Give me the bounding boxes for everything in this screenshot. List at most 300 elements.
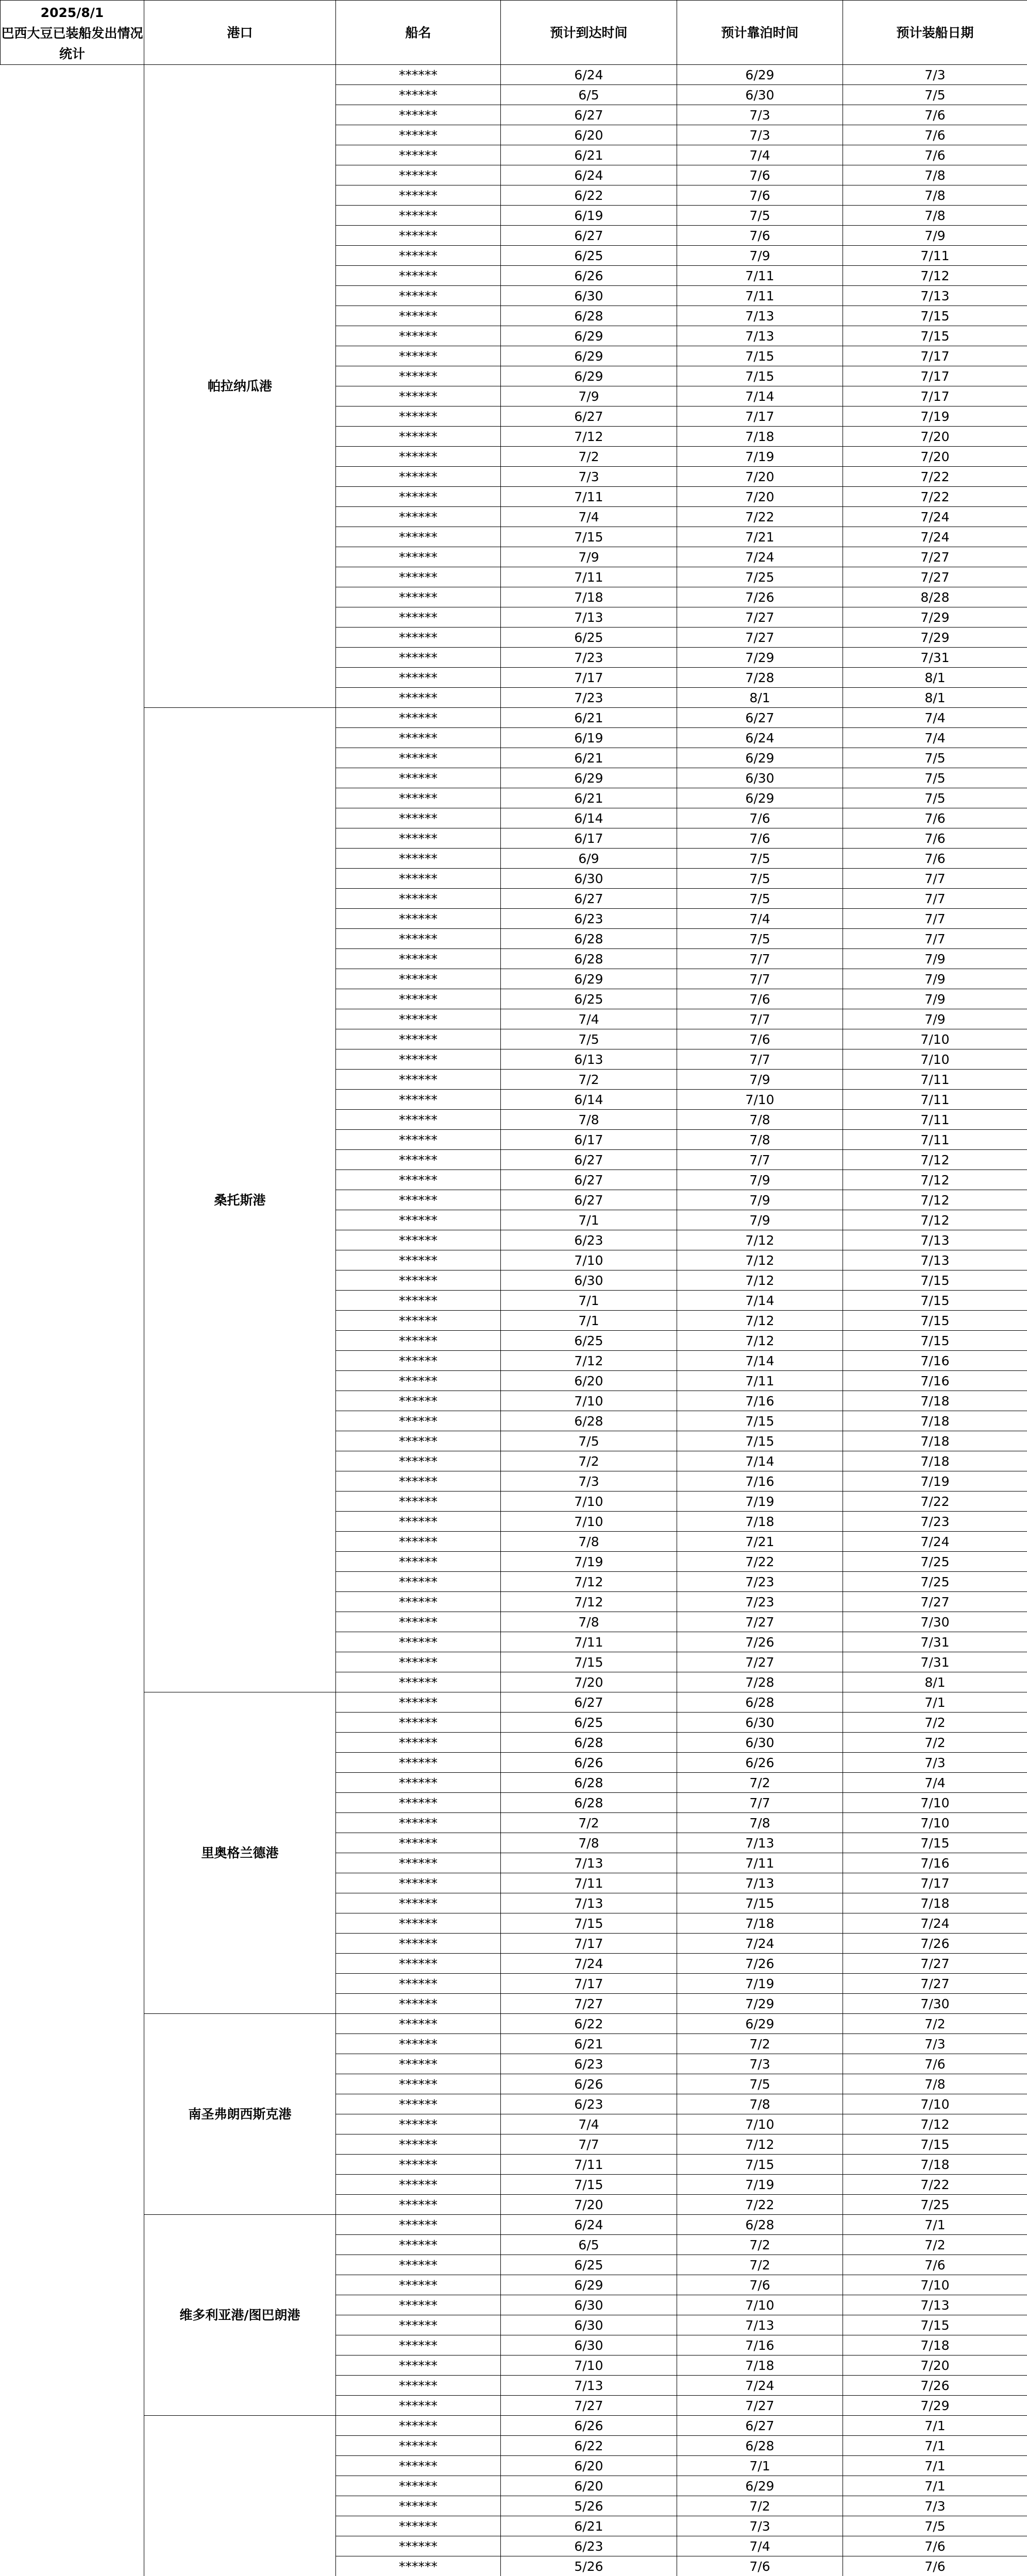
eta-cell: 7/10 xyxy=(501,1512,677,1532)
etb-cell: 7/4 xyxy=(677,909,843,929)
eta-cell: 6/25 xyxy=(501,628,677,648)
eta-cell: 7/4 xyxy=(501,1009,677,1029)
etb-cell: 7/11 xyxy=(677,266,843,286)
eta-cell: 6/30 xyxy=(501,869,677,889)
header-row xyxy=(1,1,1027,65)
etb-cell: 7/7 xyxy=(677,1049,843,1070)
eta-cell: 6/28 xyxy=(501,929,677,949)
ship-name-cell: ****** xyxy=(336,688,501,708)
etb-cell: 7/13 xyxy=(677,1833,843,1853)
eta-cell: 7/8 xyxy=(501,1612,677,1632)
etb-cell: 7/19 xyxy=(677,2175,843,2195)
etb-cell: 7/23 xyxy=(677,1572,843,1592)
etl-cell: 7/25 xyxy=(843,1572,1027,1592)
etb-cell: 6/30 xyxy=(677,1713,843,1733)
etl-cell: 7/6 xyxy=(843,2536,1027,2556)
ship-name-cell: ****** xyxy=(336,2456,501,2476)
eta-cell: 7/15 xyxy=(501,1913,677,1934)
eta-cell: 6/26 xyxy=(501,266,677,286)
etb-cell: 7/2 xyxy=(677,2255,843,2275)
etl-cell: 7/6 xyxy=(843,828,1027,849)
eta-cell: 7/11 xyxy=(501,567,677,587)
etl-cell: 7/2 xyxy=(843,2014,1027,2034)
eta-cell: 6/22 xyxy=(501,185,677,206)
etb-cell: 7/6 xyxy=(677,828,843,849)
ship-name-cell: ****** xyxy=(336,2255,501,2275)
eta-cell: 6/21 xyxy=(501,748,677,768)
etl-cell: 7/12 xyxy=(843,1190,1027,1210)
ship-name-cell: ****** xyxy=(336,2556,501,2576)
eta-cell: 7/17 xyxy=(501,1974,677,1994)
eta-cell: 7/1 xyxy=(501,1291,677,1311)
ship-name-cell: ****** xyxy=(336,949,501,969)
etb-cell: 7/26 xyxy=(677,587,843,607)
ship-name-cell: ****** xyxy=(336,1190,501,1210)
etb-cell: 7/18 xyxy=(677,1512,843,1532)
eta-cell: 5/26 xyxy=(501,2556,677,2576)
eta-cell: 6/28 xyxy=(501,1773,677,1793)
etb-cell: 6/29 xyxy=(677,748,843,768)
ship-name-cell: ****** xyxy=(336,1954,501,1974)
etb-cell: 7/4 xyxy=(677,145,843,165)
table-row xyxy=(1,2416,1027,2436)
etl-cell: 7/2 xyxy=(843,2235,1027,2255)
etl-cell: 7/8 xyxy=(843,165,1027,185)
eta-cell: 6/27 xyxy=(501,1150,677,1170)
ship-name-cell: ****** xyxy=(336,1070,501,1090)
etb-cell: 6/28 xyxy=(677,2436,843,2456)
etb-cell: 6/27 xyxy=(677,2416,843,2436)
ship-name-cell: ****** xyxy=(336,366,501,386)
etl-cell: 7/6 xyxy=(843,808,1027,828)
eta-cell: 7/4 xyxy=(501,507,677,527)
ship-name-cell: ****** xyxy=(336,2496,501,2516)
etl-cell: 7/15 xyxy=(843,2315,1027,2335)
etl-cell: 7/25 xyxy=(843,1552,1027,1572)
ship-name-cell: ****** xyxy=(336,427,501,447)
etl-cell: 7/6 xyxy=(843,105,1027,125)
etl-cell: 7/2 xyxy=(843,1713,1027,1733)
eta-cell: 7/23 xyxy=(501,688,677,708)
etl-cell: 7/31 xyxy=(843,1632,1027,1652)
eta-cell: 7/20 xyxy=(501,1672,677,1692)
ship-name-cell: ****** xyxy=(336,386,501,406)
ship-name-cell: ****** xyxy=(336,1170,501,1190)
etb-cell: 7/9 xyxy=(677,1210,843,1230)
etl-cell: 7/19 xyxy=(843,406,1027,427)
eta-cell: 7/10 xyxy=(501,1250,677,1270)
eta-cell: 7/4 xyxy=(501,2114,677,2134)
eta-cell: 6/27 xyxy=(501,889,677,909)
ship-name-cell: ****** xyxy=(336,165,501,185)
ship-name-cell: ****** xyxy=(336,1773,501,1793)
ship-name-cell: ****** xyxy=(336,567,501,587)
table-body xyxy=(1,65,1027,2576)
etb-cell: 7/15 xyxy=(677,1893,843,1913)
ship-name-cell: ****** xyxy=(336,1913,501,1934)
etb-cell: 6/29 xyxy=(677,788,843,808)
ship-name-cell: ****** xyxy=(336,1009,501,1029)
eta-cell: 6/20 xyxy=(501,2456,677,2476)
etl-cell: 7/17 xyxy=(843,386,1027,406)
etl-cell: 7/1 xyxy=(843,1692,1027,1713)
eta-cell: 7/13 xyxy=(501,1893,677,1913)
etl-cell: 7/9 xyxy=(843,1009,1027,1029)
etl-cell: 7/27 xyxy=(843,1592,1027,1612)
eta-cell: 6/24 xyxy=(501,2215,677,2235)
eta-cell: 6/22 xyxy=(501,2436,677,2456)
etl-cell: 7/18 xyxy=(843,1893,1027,1913)
eta-cell: 7/1 xyxy=(501,1210,677,1230)
ship-name-cell: ****** xyxy=(336,2155,501,2175)
eta-cell: 7/17 xyxy=(501,1934,677,1954)
eta-cell: 7/10 xyxy=(501,2355,677,2376)
etb-cell: 7/19 xyxy=(677,1974,843,1994)
etl-cell: 7/29 xyxy=(843,2396,1027,2416)
etl-cell: 7/15 xyxy=(843,1270,1027,1291)
ship-name-cell: ****** xyxy=(336,587,501,607)
etl-cell: 7/10 xyxy=(843,1049,1027,1070)
ship-name-cell: ****** xyxy=(336,2396,501,2416)
etb-cell: 7/5 xyxy=(677,929,843,949)
ship-name-cell: ****** xyxy=(336,1391,501,1411)
etb-cell: 7/14 xyxy=(677,1451,843,1471)
etl-cell: 7/22 xyxy=(843,467,1027,487)
eta-cell: 6/26 xyxy=(501,2074,677,2094)
etb-cell: 7/6 xyxy=(677,2556,843,2576)
ship-name-cell: ****** xyxy=(336,206,501,226)
ship-name-cell: ****** xyxy=(336,989,501,1009)
etl-cell: 7/16 xyxy=(843,1351,1027,1371)
table-row xyxy=(1,2215,1027,2235)
etl-cell: 7/6 xyxy=(843,2054,1027,2074)
ship-name-cell: ****** xyxy=(336,2355,501,2376)
ship-name-cell: ****** xyxy=(336,447,501,467)
ship-name-cell: ****** xyxy=(336,1049,501,1070)
etb-cell: 7/17 xyxy=(677,406,843,427)
ship-name-cell: ****** xyxy=(336,1733,501,1753)
etl-cell: 7/22 xyxy=(843,2175,1027,2195)
etl-cell: 7/15 xyxy=(843,326,1027,346)
eta-cell: 6/23 xyxy=(501,909,677,929)
report-date: 2025/8/1 xyxy=(40,5,104,20)
etb-cell: 7/18 xyxy=(677,427,843,447)
eta-cell: 6/28 xyxy=(501,306,677,326)
eta-cell: 7/11 xyxy=(501,487,677,507)
eta-cell: 6/21 xyxy=(501,788,677,808)
eta-cell: 6/21 xyxy=(501,708,677,728)
etb-cell: 7/5 xyxy=(677,869,843,889)
ship-name-cell: ****** xyxy=(336,788,501,808)
etl-cell: 8/1 xyxy=(843,688,1027,708)
etb-cell: 7/2 xyxy=(677,2496,843,2516)
etb-cell: 7/23 xyxy=(677,1592,843,1612)
etl-cell: 7/12 xyxy=(843,2114,1027,2134)
eta-cell: 7/9 xyxy=(501,386,677,406)
etb-cell: 7/16 xyxy=(677,1391,843,1411)
eta-cell: 7/2 xyxy=(501,447,677,467)
etb-cell: 7/5 xyxy=(677,2074,843,2094)
eta-cell: 6/25 xyxy=(501,1331,677,1351)
etl-cell: 7/18 xyxy=(843,1411,1027,1431)
eta-cell: 6/5 xyxy=(501,85,677,105)
ship-name-cell: ****** xyxy=(336,708,501,728)
etb-cell: 7/20 xyxy=(677,487,843,507)
ship-name-cell: ****** xyxy=(336,768,501,788)
eta-cell: 6/21 xyxy=(501,145,677,165)
eta-cell: 6/30 xyxy=(501,2315,677,2335)
etl-cell: 7/30 xyxy=(843,1994,1027,2014)
etb-cell: 7/22 xyxy=(677,1552,843,1572)
ship-name-cell: ****** xyxy=(336,1250,501,1270)
etl-cell: 7/18 xyxy=(843,1391,1027,1411)
etl-cell: 7/17 xyxy=(843,346,1027,366)
etl-cell: 7/4 xyxy=(843,1773,1027,1793)
ship-name-cell: ****** xyxy=(336,889,501,909)
eta-cell: 6/26 xyxy=(501,2416,677,2436)
etl-cell: 7/15 xyxy=(843,1311,1027,1331)
etl-cell: 7/25 xyxy=(843,2195,1027,2215)
eta-cell: 6/19 xyxy=(501,728,677,748)
ship-name-cell: ****** xyxy=(336,1753,501,1773)
etl-cell: 7/26 xyxy=(843,2376,1027,2396)
ship-name-cell: ****** xyxy=(336,346,501,366)
etb-cell: 7/13 xyxy=(677,326,843,346)
table-row xyxy=(1,65,1027,85)
eta-cell: 7/5 xyxy=(501,1431,677,1451)
eta-cell: 7/8 xyxy=(501,1110,677,1130)
etb-cell: 7/7 xyxy=(677,1793,843,1813)
ship-name-cell: ****** xyxy=(336,648,501,668)
etl-cell: 7/9 xyxy=(843,226,1027,246)
etl-cell: 7/24 xyxy=(843,1532,1027,1552)
ship-name-cell: ****** xyxy=(336,1230,501,1250)
etb-cell: 8/1 xyxy=(677,688,843,708)
eta-cell: 6/9 xyxy=(501,849,677,869)
eta-cell: 6/20 xyxy=(501,2476,677,2496)
etl-cell: 7/10 xyxy=(843,1793,1027,1813)
eta-cell: 6/14 xyxy=(501,808,677,828)
eta-cell: 6/27 xyxy=(501,1170,677,1190)
etl-cell: 7/17 xyxy=(843,1873,1027,1893)
ship-name-cell: ****** xyxy=(336,1090,501,1110)
etb-cell: 6/29 xyxy=(677,2476,843,2496)
etl-cell: 7/5 xyxy=(843,2516,1027,2536)
etl-cell: 7/16 xyxy=(843,1853,1027,1873)
ship-name-cell: ****** xyxy=(336,1612,501,1632)
ship-name-cell: ****** xyxy=(336,145,501,165)
ship-name-cell: ****** xyxy=(336,2376,501,2396)
eta-cell: 6/29 xyxy=(501,326,677,346)
etl-cell: 7/2 xyxy=(843,1733,1027,1753)
etb-cell: 7/3 xyxy=(677,2054,843,2074)
ship-name-cell: ****** xyxy=(336,1632,501,1652)
eta-cell: 7/5 xyxy=(501,1029,677,1049)
eta-cell: 6/28 xyxy=(501,1793,677,1813)
ship-name-cell: ****** xyxy=(336,849,501,869)
ship-name-cell: ****** xyxy=(336,2335,501,2355)
etb-cell: 6/29 xyxy=(677,2014,843,2034)
eta-cell: 6/23 xyxy=(501,2094,677,2114)
ship-name-cell: ****** xyxy=(336,668,501,688)
ship-name-cell: ****** xyxy=(336,1331,501,1351)
eta-cell: 6/23 xyxy=(501,2536,677,2556)
report-subtitle: 巴西大豆已装船发出情况统计 xyxy=(1,26,143,61)
ship-name-cell: ****** xyxy=(336,85,501,105)
ship-name-cell: ****** xyxy=(336,286,501,306)
ship-name-cell: ****** xyxy=(336,2476,501,2496)
eta-cell: 7/19 xyxy=(501,1552,677,1572)
etl-cell: 7/5 xyxy=(843,788,1027,808)
eta-cell: 7/15 xyxy=(501,1652,677,1672)
etl-cell: 7/8 xyxy=(843,206,1027,226)
col-header-etb: 预计靠泊时间 xyxy=(677,1,843,65)
ship-name-cell: ****** xyxy=(336,1893,501,1913)
etl-cell: 7/26 xyxy=(843,1934,1027,1954)
eta-cell: 6/17 xyxy=(501,828,677,849)
etb-cell: 7/7 xyxy=(677,969,843,989)
etl-cell: 7/11 xyxy=(843,1090,1027,1110)
ship-name-cell: ****** xyxy=(336,1994,501,2014)
etl-cell: 7/15 xyxy=(843,1331,1027,1351)
etb-cell: 7/8 xyxy=(677,1130,843,1150)
ship-name-cell: ****** xyxy=(336,2014,501,2034)
etl-cell: 7/1 xyxy=(843,2215,1027,2235)
eta-cell: 6/5 xyxy=(501,2235,677,2255)
eta-cell: 6/30 xyxy=(501,1270,677,1291)
eta-cell: 7/8 xyxy=(501,1532,677,1552)
etb-cell: 7/1 xyxy=(677,2456,843,2476)
eta-cell: 6/22 xyxy=(501,2014,677,2034)
eta-cell: 6/24 xyxy=(501,65,677,85)
ship-name-cell: ****** xyxy=(336,2034,501,2054)
ship-name-cell: ****** xyxy=(336,1351,501,1371)
etb-cell: 7/19 xyxy=(677,1492,843,1512)
etb-cell: 6/28 xyxy=(677,2215,843,2235)
etb-cell: 7/5 xyxy=(677,889,843,909)
etb-cell: 7/7 xyxy=(677,949,843,969)
etl-cell: 7/22 xyxy=(843,487,1027,507)
etl-cell: 7/5 xyxy=(843,85,1027,105)
etb-cell: 7/6 xyxy=(677,989,843,1009)
eta-cell: 6/21 xyxy=(501,2516,677,2536)
ship-name-cell: ****** xyxy=(336,828,501,849)
etl-cell: 7/10 xyxy=(843,1029,1027,1049)
eta-cell: 6/23 xyxy=(501,2054,677,2074)
etb-cell: 7/13 xyxy=(677,1873,843,1893)
eta-cell: 7/11 xyxy=(501,2155,677,2175)
eta-cell: 6/20 xyxy=(501,125,677,145)
etb-cell: 7/2 xyxy=(677,2034,843,2054)
etl-cell: 7/31 xyxy=(843,1652,1027,1672)
ship-name-cell: ****** xyxy=(336,1713,501,1733)
ship-name-cell: ****** xyxy=(336,1029,501,1049)
eta-cell: 7/18 xyxy=(501,587,677,607)
etl-cell: 7/29 xyxy=(843,607,1027,628)
etb-cell: 7/9 xyxy=(677,1170,843,1190)
etl-cell: 7/7 xyxy=(843,869,1027,889)
etb-cell: 7/6 xyxy=(677,2275,843,2295)
etl-cell: 7/6 xyxy=(843,2255,1027,2275)
eta-cell: 7/2 xyxy=(501,1451,677,1471)
ship-name-cell: ****** xyxy=(336,65,501,85)
etb-cell: 7/28 xyxy=(677,1672,843,1692)
etb-cell: 7/29 xyxy=(677,1994,843,2014)
eta-cell: 6/29 xyxy=(501,346,677,366)
etb-cell: 7/12 xyxy=(677,2134,843,2155)
ship-name-cell: ****** xyxy=(336,2175,501,2195)
etb-cell: 7/12 xyxy=(677,1311,843,1331)
etl-cell: 7/13 xyxy=(843,1250,1027,1270)
etl-cell: 7/8 xyxy=(843,2074,1027,2094)
ship-name-cell: ****** xyxy=(336,1492,501,1512)
eta-cell: 7/13 xyxy=(501,2376,677,2396)
ship-name-cell: ****** xyxy=(336,607,501,628)
etb-cell: 7/5 xyxy=(677,849,843,869)
etl-cell: 7/12 xyxy=(843,1210,1027,1230)
eta-cell: 6/13 xyxy=(501,1049,677,1070)
etb-cell: 7/22 xyxy=(677,2195,843,2215)
etb-cell: 7/20 xyxy=(677,467,843,487)
etl-cell: 7/18 xyxy=(843,2155,1027,2175)
eta-cell: 6/29 xyxy=(501,768,677,788)
ship-name-cell: ****** xyxy=(336,1652,501,1672)
etl-cell: 7/6 xyxy=(843,145,1027,165)
ship-name-cell: ****** xyxy=(336,1793,501,1813)
eta-cell: 7/1 xyxy=(501,1311,677,1331)
etl-cell: 7/1 xyxy=(843,2436,1027,2456)
etb-cell: 7/16 xyxy=(677,1471,843,1492)
ship-name-cell: ****** xyxy=(336,1371,501,1391)
etl-cell: 7/29 xyxy=(843,628,1027,648)
eta-cell: 7/12 xyxy=(501,427,677,447)
etl-cell: 7/15 xyxy=(843,2134,1027,2155)
port-name-cell: 里奥格兰德港 xyxy=(144,1692,336,2014)
eta-cell: 7/23 xyxy=(501,648,677,668)
etl-cell: 7/18 xyxy=(843,1451,1027,1471)
etb-cell: 7/26 xyxy=(677,1632,843,1652)
etb-cell: 7/2 xyxy=(677,1773,843,1793)
port-name-cell: 维多利亚港/图巴朗港 xyxy=(144,2215,336,2416)
eta-cell: 6/25 xyxy=(501,989,677,1009)
left-margin-column xyxy=(1,65,144,2576)
ship-name-cell: ****** xyxy=(336,467,501,487)
ship-name-cell: ****** xyxy=(336,507,501,527)
etl-cell: 7/30 xyxy=(843,1612,1027,1632)
etb-cell: 7/15 xyxy=(677,366,843,386)
etb-cell: 7/3 xyxy=(677,2516,843,2536)
ship-name-cell: ****** xyxy=(336,1873,501,1893)
etl-cell: 7/10 xyxy=(843,2275,1027,2295)
eta-cell: 6/26 xyxy=(501,1753,677,1773)
ship-name-cell: ****** xyxy=(336,2235,501,2255)
etb-cell: 7/16 xyxy=(677,2335,843,2355)
ship-name-cell: ****** xyxy=(336,185,501,206)
ship-name-cell: ****** xyxy=(336,1411,501,1431)
etl-cell: 7/6 xyxy=(843,2556,1027,2576)
eta-cell: 6/25 xyxy=(501,246,677,266)
eta-cell: 6/30 xyxy=(501,2295,677,2315)
ship-name-cell: ****** xyxy=(336,628,501,648)
ship-name-cell: ****** xyxy=(336,1150,501,1170)
etl-cell: 7/18 xyxy=(843,2335,1027,2355)
etb-cell: 7/10 xyxy=(677,2114,843,2134)
ship-name-cell: ****** xyxy=(336,1210,501,1230)
etb-cell: 7/27 xyxy=(677,607,843,628)
etl-cell: 7/1 xyxy=(843,2476,1027,2496)
etl-cell: 7/9 xyxy=(843,989,1027,1009)
ship-name-cell: ****** xyxy=(336,105,501,125)
